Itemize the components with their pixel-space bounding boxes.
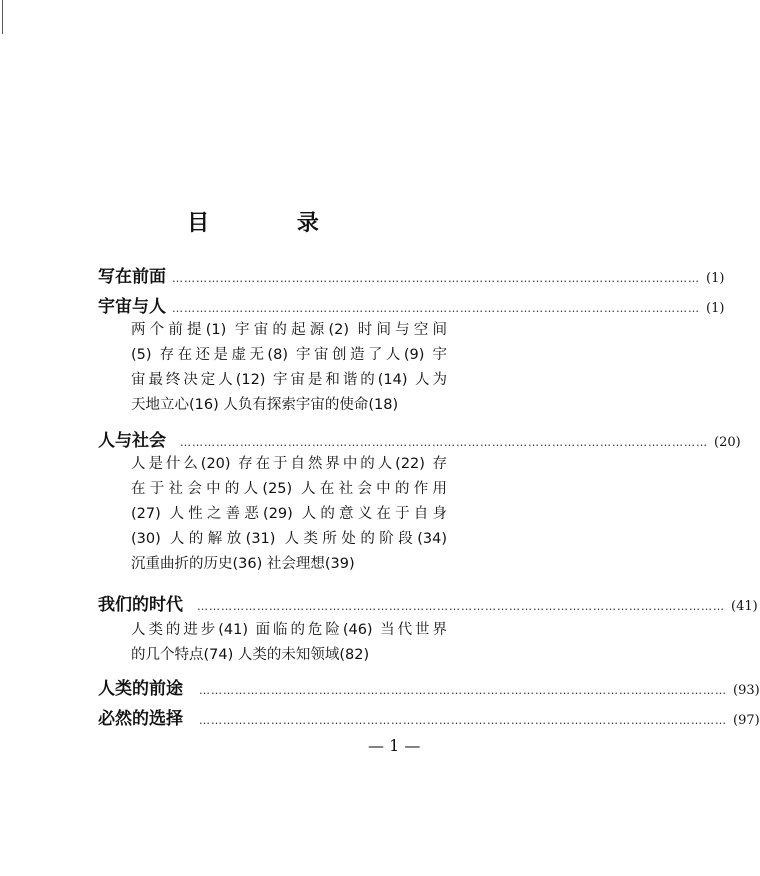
subentry-line: (27) 人性之善恶(29) 人的意义在于自身: [131, 506, 447, 522]
subentry-line: (30) 人的解放(31) 人类所处的阶段(34): [131, 531, 447, 547]
dot-leader: ……………………………………………………………………………………………………………………: [197, 600, 725, 613]
subentry-line: 两个前提(1) 宇宙的起源(2) 时间与空间: [131, 322, 447, 338]
toc-entry-page: (97): [733, 713, 760, 728]
toc-entry-page: (1): [706, 301, 725, 316]
dot-leader: ……………………………………………………………………………………………………………………: [172, 272, 700, 285]
dot-leader: ……………………………………………………………………………………………………………………: [199, 714, 727, 727]
subentry-line: 人是什么(20) 存在于自然界中的人(22) 存: [131, 456, 447, 472]
toc-entry-page: (1): [706, 271, 725, 286]
subentry-line: 人类的进步(41) 面临的危险(46) 当代世界: [131, 622, 447, 638]
dot-leader: ……………………………………………………………………………………………………………………: [199, 684, 727, 697]
toc-entry-our-era: [98, 590, 758, 616]
toc-entry-page: (20): [714, 435, 741, 450]
toc-entry-title: 必然的选择: [98, 709, 183, 729]
toc-entry-page: (93): [733, 683, 760, 698]
scan-edge-line: [2, 0, 3, 34]
subentry-line: 沉重曲折的历史(36) 社会理想(39): [131, 556, 355, 572]
subentry-line: 天地立心(16) 人负有探索宇宙的使命(18): [131, 397, 399, 413]
subentry-line: 宙最终决定人(12) 宇宙是和谐的(14) 人为: [131, 372, 447, 388]
dot-leader: ……………………………………………………………………………………………………………………: [180, 436, 708, 449]
toc-entry-title: 宇宙与人: [98, 297, 166, 317]
subentry-line: 的几个特点(74) 人类的未知领域(82): [131, 647, 370, 663]
toc-entry-title: 人与社会: [98, 431, 166, 451]
toc-entry-title: 人类的前途: [98, 679, 183, 699]
subentry-line: 在于社会中的人(25) 人在社会中的作用: [131, 481, 447, 497]
toc-subentries-universe: [131, 318, 447, 418]
toc-entry-universe-and-man: [98, 292, 725, 318]
page-number: — 1 —: [368, 736, 421, 755]
subentry-line: (5) 存在还是虚无(8) 宇宙创造了人(9) 宇: [131, 347, 447, 363]
dot-leader: ……………………………………………………………………………………………………………………: [172, 302, 700, 315]
toc-entry-page: (41): [731, 599, 758, 614]
toc-entry-inevitable-choice: [98, 704, 760, 730]
toc-entry-man-and-society: [98, 426, 741, 452]
toc-subentries-society: [131, 452, 447, 577]
toc-entry-title: 写在前面: [98, 267, 166, 287]
toc-entry-future-of-mankind: [98, 674, 760, 700]
toc-entry-foreword: [98, 262, 725, 288]
page-title: 目 录: [187, 211, 359, 236]
toc-subentries-era: [131, 618, 447, 668]
toc-entry-title: 我们的时代: [98, 595, 183, 615]
